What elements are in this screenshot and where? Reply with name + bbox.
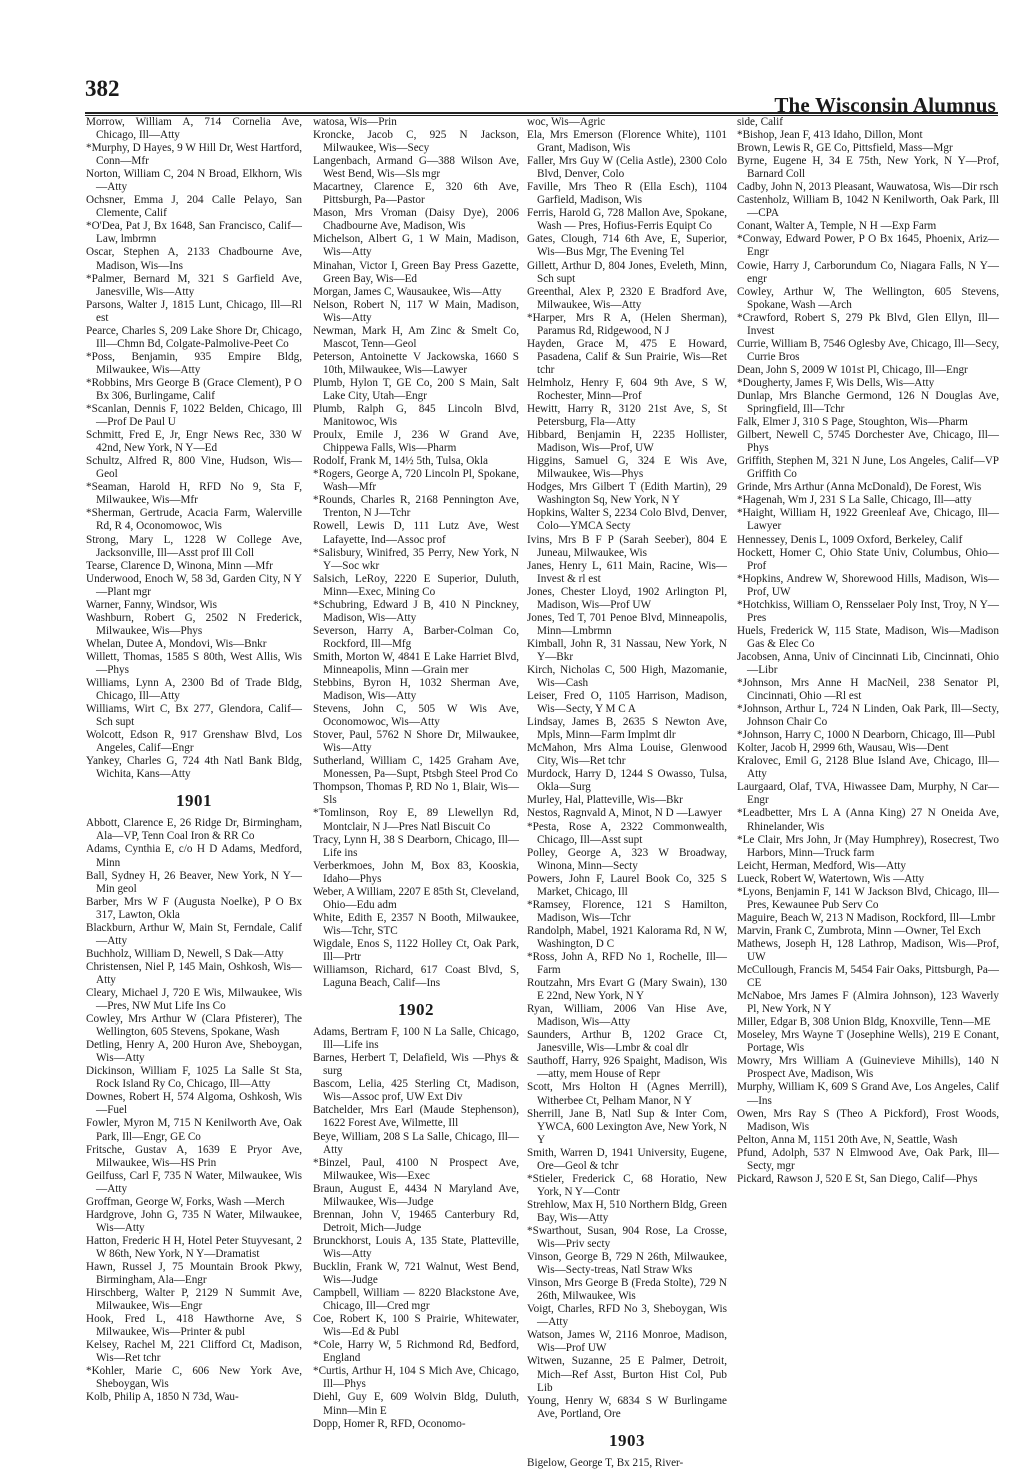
alumni-entry: Kolter, Jacob H, 2999 6th, Wausau, Wis—Dent <box>737 742 949 755</box>
alumni-entry: watosa, Wis—Prin <box>313 116 397 128</box>
alumni-entry: Janes, Henry L, 611 Main, Racine, Wis—Invest & rl est <box>527 559 727 585</box>
alumni-entry: Moseley, Mrs Wayne T (Josephine Wells), 219 E Conant, Portage, Wis <box>737 1029 999 1055</box>
alumni-entry: Maguire, Beach W, 213 N Madison, Rockford, Ill—Lmbr <box>737 911 996 924</box>
alumni-entry: Hatton, Frederic H H, Hotel Peter Stuyvesant, 2 W 86th, New York, N Y—Dramatist <box>86 1234 302 1260</box>
alumni-entry: Lueck, Robert W, Watertown, Wis —Atty <box>737 872 925 885</box>
alumni-entry: Williams, Lynn A, 2300 Bd of Trade Bldg, Chicago, Ill—Atty <box>86 677 302 703</box>
alumni-entry: Campbell, William — 8220 Blackstone Ave, Chicago, Ill—Cred mgr <box>313 1287 519 1313</box>
alumni-entry: Griffith, Stephen M, 321 N June, Los Angeles, Calif—VP Griffith Co <box>737 455 999 481</box>
alumni-entry: *Sherman, Gertrude, Acacia Farm, Walerville Rd, R 4, Oconomowoc, Wis <box>86 507 302 533</box>
alumni-entry: Vinson, George B, 729 N 26th, Milwaukee, Wis—Secty-treas, Natl Straw Wks <box>527 1251 727 1277</box>
alumni-entry: Dopp, Homer R, RFD, Oconomo- <box>313 1417 466 1430</box>
alumni-entry: Beye, William, 208 S La Salle, Chicago, Ill—Atty <box>313 1130 519 1156</box>
alumni-entry: Mathews, Joseph H, 128 Lathrop, Madison, Wis—Prof, UW <box>737 937 999 963</box>
alumni-entry: Warner, Fanny, Windsor, Wis <box>86 598 218 611</box>
alumni-entry: Higgins, Samuel G, 324 E Wis Ave, Milwaukee, Wis—Phys <box>527 455 727 481</box>
alumni-entry: Grinde, Mrs Arthur (Anna McDonald), De Forest, Wis <box>737 481 982 494</box>
alumni-entry: Randolph, Mabel, 1921 Kalorama Rd, N W, Washington, D C <box>527 924 727 950</box>
alumni-entry: *Palmer, Bernard M, 321 S Garfield Ave, Janesville, Wis—Atty <box>86 272 302 298</box>
alumni-entry: *Robbins, Mrs George B (Grace Clement), P O Bx 306, Burlingame, Calif <box>86 376 302 402</box>
alumni-entry: *Tomlinson, Roy E, 89 Llewellyn Rd, Montclair, N J—Pres Natl Biscuit Co <box>313 807 519 833</box>
alumni-entry: Bascom, Lelia, 425 Sterling Ct, Madison, Wis—Assoc prof, UW Ext Div <box>313 1078 519 1104</box>
alumni-entry: Hopkins, Walter S, 2234 Colo Blvd, Denver, Colo—YMCA Secty <box>527 507 727 533</box>
alumni-entry: Blackburn, Arthur W, Main St, Ferndale, Calif—Atty <box>86 921 302 947</box>
alumni-entry: Cowley, Arthur W, The Wellington, 605 Stevens, Spokane, Wash —Arch <box>737 285 999 311</box>
alumni-entry: Sutherland, William C, 1425 Graham Ave, Monessen, Pa—Supt, Ptsbgh Steel Prod Co <box>313 755 519 781</box>
alumni-entry: Kimball, John R, 31 Nassau, New York, N Y—Bkr <box>527 637 727 663</box>
alumni-entry: Mason, Mrs Vroman (Daisy Dye), 2006 Chadbourne Ave, Madison, Wis <box>313 207 519 233</box>
alumni-entry: Mowry, Mrs William A (Guinevieve Mihills), 140 N Prospect Ave, Madison, Wis <box>737 1055 999 1081</box>
alumni-entry: Christensen, Niel P, 145 Main, Oshkosh, Wis—Atty <box>86 960 302 986</box>
alumni-entry: Routzahn, Mrs Evart G (Mary Swain), 130 E 22nd, New York, N Y <box>527 977 727 1003</box>
alumni-entry: Ball, Sydney H, 26 Beaver, New York, N Y—Min geol <box>86 869 302 895</box>
alumni-entry: Weber, A William, 2207 E 85th St, Cleveland, Ohio—Edu adm <box>313 885 519 911</box>
alumni-entry: Ochsner, Emma J, 204 Calle Pelayo, San Clemente, Calif <box>86 194 302 220</box>
alumni-entry: Nestos, Ragnvald A, Minot, N D —Lawyer <box>527 807 722 820</box>
alumni-entry: Leicht, Herman, Medford, Wis—Atty <box>737 859 906 872</box>
alumni-entry: Hawn, Russel J, 75 Mountain Brook Pkwy, Birmingham, Ala—Engr <box>86 1260 302 1287</box>
alumni-entry: Williams, Wirt C, Bx 277, Glendora, Calif—Sch supt <box>86 703 302 729</box>
alumni-entry: Pearce, Charles S, 209 Lake Shore Dr, Chicago, Ill—Chmn Bd, Colgate-Palmolive-Peet Co <box>86 324 302 350</box>
journal-title: The Wisconsin Alumnus <box>774 93 996 117</box>
alumni-entry: Byrne, Eugene H, 34 E 75th, New York, N Y—Prof, Barnard Coll <box>737 155 999 181</box>
alumni-entry: Kelsey, Rachel M, 221 Clifford Ct, Madison, Wis—Ret tchr <box>86 1339 302 1365</box>
alumni-entry: Sauthoff, Harry, 926 Spaight, Madison, Wis—atty, mem House of Repr <box>527 1055 727 1081</box>
alumni-entry: Hockett, Homer C, Ohio State Univ, Columbus, Ohio—Prof <box>737 546 999 572</box>
alumni-entry: *Kohler, Marie C, 606 New York Ave, Sheboygan, Wis <box>86 1365 302 1391</box>
alumni-entry: *Ramsey, Florence, 121 S Hamilton, Madison, Wis—Tchr <box>527 898 727 924</box>
alumni-entry: *O'Dea, Pat J, Bx 1648, San Francisco, Calif—Law, lmbrmn <box>86 220 302 246</box>
alumni-entry: Willett, Thomas, 1585 S 80th, West Allis, Wis—Phys <box>86 650 302 676</box>
alumni-entry: Owen, Mrs Ray S (Theo A Pickford), Frost Woods, Madison, Wis <box>737 1107 999 1133</box>
alumni-entry: Sherrill, Jane B, Natl Sup & Inter Com, YWCA, 600 Lexington Ave, New York, N Y <box>527 1107 727 1146</box>
alumni-entry: *Curtis, Arthur H, 104 S Mich Ave, Chicago, Ill—Phys <box>313 1365 519 1391</box>
alumni-entry: *Leadbetter, Mrs L A (Anna King) 27 N Oneida Ave, Rhinelander, Wis <box>737 807 999 833</box>
alumni-entry: Brennan, John V, 19465 Canterbury Rd, Detroit, Mich—Judge <box>313 1208 519 1234</box>
alumni-entry: Verberkmoes, John M, Box 83, Kooskia, Idaho—Phys <box>313 859 519 885</box>
alumni-entry: Parsons, Walter J, 1815 Lunt, Chicago, Ill—Rl est <box>86 298 302 324</box>
alumni-entry: Murley, Hal, Platteville, Wis—Bkr <box>527 794 683 807</box>
alumni-entry: Kirch, Nicholas C, 500 High, Mazomanie, Wis—Cash <box>527 663 727 690</box>
alumni-entry: Hodges, Mrs Gilbert T (Edith Martin), 29 Washington Sq, New York, N Y <box>527 481 727 507</box>
alumni-entry: Barber, Mrs W F (Augusta Noelke), P O Bx 317, Lawton, Okla <box>86 895 302 921</box>
alumni-entry: *Lyons, Benjamin F, 141 W Jackson Blvd, Chicago, Ill—Pres, Kewaunee Pub Serv Co <box>737 885 999 911</box>
alumni-entry: Stover, Paul, 5762 N Shore Dr, Milwaukee, Wis—Atty <box>313 729 519 755</box>
alumni-entry: Yankey, Charles G, 724 4th Natl Bank Bldg, Wichita, Kans—Atty <box>86 755 302 781</box>
alumni-entry: Stevens, John C, 505 W Wis Ave, Oconomowoc, Wis—Atty <box>313 703 519 729</box>
alumni-entry: *Hotchkiss, William O, Rensselaer Poly Inst, Troy, N Y—Pres <box>737 598 999 624</box>
alumni-entry: Cowley, Mrs Arthur W (Clara Pfisterer), The Wellington, 605 Stevens, Spokane, Wash <box>86 1013 302 1039</box>
alumni-entry: Watson, James W, 2116 Monroe, Madison, Wis—Prof UW <box>527 1329 727 1355</box>
alumni-entry: Groffman, George W, Forks, Wash —Merch <box>86 1195 285 1208</box>
alumni-entry: Norton, William C, 204 N Broad, Elkhorn, Wis—Atty <box>86 168 302 194</box>
alumni-entry: Washburn, Robert G, 2502 N Frederick, Milwaukee, Wis—Phys <box>86 611 302 637</box>
alumni-entry: Greenthal, Alex P, 2320 E Bradford Ave, Milwaukee, Wis—Atty <box>527 285 727 311</box>
class-year-heading: 1902 <box>398 1000 434 1020</box>
alumni-entry: Kroncke, Jacob C, 925 N Jackson, Milwaukee, Wis—Secy <box>313 129 519 155</box>
directory-column-2 <box>313 116 519 1430</box>
alumni-entry: *Harper, Mrs R A, (Helen Sherman), Paramus Rd, Ridgewood, N J <box>527 311 727 337</box>
alumni-entry: Adams, Bertram F, 100 N La Salle, Chicago, Ill—Life ins <box>313 1026 519 1052</box>
alumni-entry: *Dougherty, James F, Wis Dells, Wis—Atty <box>737 376 935 389</box>
alumni-entry: Morgan, James C, Wausaukee, Wis—Atty <box>313 285 502 298</box>
alumni-entry: McMahon, Mrs Alma Louise, Glenwood City, Wis—Ret tchr <box>527 742 727 768</box>
alumni-entry: Dickinson, William F, 1025 La Salle St Sta, Rock Island Ry Co, Chicago, Ill—Atty <box>86 1065 302 1091</box>
alumni-entry: Bigelow, George T, Bx 215, River- <box>527 1456 684 1469</box>
alumni-entry: Salsich, LeRoy, 2220 E Superior, Duluth, Minn—Exec, Mining Co <box>313 572 519 598</box>
alumni-entry: Powers, John F, Laurel Book Co, 325 S Market, Chicago, Ill <box>527 872 727 898</box>
alumni-entry: Pickard, Rawson J, 520 E St, San Diego, Calif—Phys <box>737 1172 978 1185</box>
alumni-entry: Newman, Mark H, Am Zinc & Smelt Co, Mascot, Tenn—Geol <box>313 324 519 350</box>
class-year-heading: 1903 <box>609 1430 645 1450</box>
alumni-entry: Brown, Lewis R, GE Co, Pittsfield, Mass—Mgr <box>737 142 953 155</box>
alumni-entry: Abbott, Clarence E, 26 Ridge Dr, Birmingham, Ala—VP, Tenn Coal Iron & RR Co <box>86 817 302 843</box>
alumni-entry: Brunckhorst, Louis A, 135 State, Platteville, Wis—Atty <box>313 1234 519 1260</box>
alumni-entry: side, Calif <box>737 116 783 128</box>
alumni-entry: Peterson, Antoinette V Jackowska, 1660 S 10th, Milwaukee, Wis—Lawyer <box>313 350 519 376</box>
alumni-entry: Laurgaard, Olaf, TVA, Hiwassee Dam, Murphy, N Car—Engr <box>737 781 999 807</box>
alumni-entry: Faville, Mrs Theo R (Ella Esch), 1104 Garfield, Madison, Wis <box>527 181 727 207</box>
alumni-entry: Braun, August E, 4434 N Maryland Ave, Milwaukee, Wis—Judge <box>313 1182 519 1208</box>
alumni-entry: Murdock, Harry D, 1244 S Owasso, Tulsa, Okla—Surg <box>527 768 727 794</box>
alumni-entry: Fritsche, Gustav A, 1639 E Pryor Ave, Milwaukee, Wis—HS Prin <box>86 1143 302 1169</box>
alumni-entry: Barnes, Herbert T, Delafield, Wis —Phys & surg <box>313 1052 519 1078</box>
alumni-entry: Detling, Henry A, 200 Huron Ave, Sheboygan, Wis—Atty <box>86 1039 302 1065</box>
alumni-entry: Marvin, Frank C, Zumbrota, Minn —Owner, Tel Exch <box>737 924 981 937</box>
alumni-entry: *Salisbury, Winifred, 35 Perry, New York, N Y—Soc wkr <box>313 546 519 572</box>
alumni-entry: *Conway, Edward Power, P O Bx 1645, Phoenix, Ariz—Engr <box>737 233 999 259</box>
alumni-entry: *Murphy, D Hayes, 9 W Hill Dr, West Hartford, Conn—Mfr <box>86 142 302 168</box>
alumni-entry: Smith, Morton W, 4841 E Lake Harriet Blvd, Minneapolis, Minn —Grain mer <box>313 650 519 676</box>
alumni-entry: *Swarthout, Susan, 904 Rose, La Crosse, Wis—Priv secty <box>527 1224 727 1251</box>
alumni-entry: Fowler, Myron M, 715 N Kenilworth Ave, Oak Park, Ill—Engr, GE Co <box>86 1117 302 1143</box>
alumni-entry: Dunlap, Mrs Blanche Germond, 126 N Douglas Ave, Springfield, Ill—Tchr <box>737 389 999 416</box>
class-year-heading: 1901 <box>176 791 212 811</box>
alumni-entry: *Binzel, Paul, 4100 N Prospect Ave, Milwaukee, Wis—Exec <box>313 1156 519 1182</box>
alumni-entry: Severson, Harry A, Barber-Colman Co, Rockford, Ill—Mfg <box>313 624 519 650</box>
alumni-entry: Miller, Edgar B, 308 Union Bldg, Knoxville, Tenn—ME <box>737 1016 991 1029</box>
alumni-entry: Pelton, Anna M, 1151 20th Ave, N, Seattle, Wash <box>737 1133 958 1146</box>
alumni-entry: *Scanlan, Dennis F, 1022 Belden, Chicago, Ill—Prof De Paul U <box>86 403 302 429</box>
header-rule <box>85 112 998 114</box>
alumni-entry: Bucklin, Frank W, 721 Walnut, West Bend, Wis—Judge <box>313 1260 519 1287</box>
alumni-entry: *Johnson, Arthur L, 724 N Linden, Oak Park, Ill—Secty, Johnson Chair Co <box>737 703 999 729</box>
alumni-entry: Ivins, Mrs B F P (Sarah Seeber), 804 E Juneau, Milwaukee, Wis <box>527 533 727 559</box>
alumni-entry: Cowie, Harry J, Carborundum Co, Niagara Falls, N Y—engr <box>737 259 999 285</box>
alumni-entry: Leiser, Fred O, 1105 Harrison, Madison, Wis—Secty, Y M C A <box>527 690 727 716</box>
alumni-entry: Macartney, Clarence E, 320 6th Ave, Pittsburgh, Pa—Pastor <box>313 181 519 207</box>
alumni-entry: *Johnson, Harry C, 1000 N Dearborn, Chicago, Ill—Publ <box>737 729 996 742</box>
alumni-entry: Dean, John S, 2009 W 101st Pl, Chicago, Ill—Engr <box>737 363 968 376</box>
alumni-entry: *Johnson, Mrs Anne H MacNeil, 238 Senator Pl, Cincinnati, Ohio —Rl est <box>737 677 999 703</box>
alumni-entry: *Cole, Harry W, 5 Richmond Rd, Bedford, England <box>313 1339 519 1365</box>
alumni-entry: Currie, William B, 7546 Oglesby Ave, Chicago, Ill—Secy, Currie Bros <box>737 337 999 363</box>
alumni-entry: Jacobsen, Anna, Univ of Cincinnati Lib, Cincinnati, Ohio—Libr <box>737 650 999 676</box>
alumni-entry: Minahan, Victor I, Green Bay Press Gazette, Green Bay, Wis—Ed <box>313 259 519 285</box>
alumni-entry: *Stieler, Frederick C, 68 Horatio, New York, N Y—Contr <box>527 1172 727 1198</box>
alumni-entry: Huels, Frederick W, 115 State, Madison, Wis—Madison Gas & Elec Co <box>737 624 999 650</box>
alumni-entry: Hardgrove, John G, 735 N Water, Milwaukee, Wis—Atty <box>86 1208 302 1234</box>
alumni-entry: Castenholz, William B, 1042 N Kenilworth, Oak Park, Ill—CPA <box>737 194 999 220</box>
alumni-entry: *Poss, Benjamin, 935 Empire Bldg, Milwaukee, Wis—Atty <box>86 350 302 376</box>
alumni-entry: Ferris, Harold G, 728 Mallon Ave, Spokane, Wash — Pres, Hofius-Ferris Equipt Co <box>527 207 727 233</box>
alumni-entry: woc, Wis—Agric <box>527 116 606 128</box>
directory-column-3 <box>527 116 727 1469</box>
alumni-entry: *Pesta, Rose A, 2322 Commonwealth, Chicago, Ill—Asst supt <box>527 820 727 846</box>
alumni-entry: Smith, Warren D, 1941 University, Eugene, Ore—Geol & tchr <box>527 1146 727 1172</box>
alumni-entry: *Crawford, Robert S, 279 Pk Blvd, Glen Ellyn, Ill—Invest <box>737 311 999 337</box>
alumni-entry: *Rogers, George A, 720 Lincoln Pl, Spokane, Wash—Mfr <box>313 468 519 494</box>
alumni-entry: Downes, Robert H, 574 Algoma, Oshkosh, Wis—Fuel <box>86 1091 302 1117</box>
alumni-entry: Hayden, Grace M, 475 E Howard, Pasadena, Calif & Sun Prairie, Wis—Ret tchr <box>527 337 727 376</box>
alumni-entry: *Bishop, Jean F, 413 Idaho, Dillon, Mont <box>737 129 923 142</box>
alumni-entry: Oscar, Stephen A, 2133 Chadbourne Ave, Madison, Wis—Ins <box>86 246 302 272</box>
alumni-entry: Plumb, Hylon T, GE Co, 200 S Main, Salt Lake City, Utah—Engr <box>313 376 519 402</box>
alumni-entry: Lindsay, James B, 2635 S Newton Ave, Mpls, Minn—Farm Implmt dlr <box>527 716 727 742</box>
directory-column-1 <box>86 116 302 1404</box>
alumni-entry: Diehl, Guy E, 609 Wolvin Bldg, Duluth, Minn—Min E <box>313 1391 519 1417</box>
alumni-entry: Vinson, Mrs George B (Freda Stolte), 729 N 26th, Milwaukee, Wis <box>527 1277 727 1303</box>
alumni-entry: *Hopkins, Andrew W, Shorewood Hills, Madison, Wis—Prof, UW <box>737 572 999 598</box>
alumni-entry: *Ross, John A, RFD No 1, Rochelle, Ill—Farm <box>527 951 727 977</box>
alumni-entry: Wigdale, Enos S, 1122 Holley Ct, Oak Park, Ill—Prtr <box>313 937 519 963</box>
alumni-entry: *Rounds, Charles R, 2168 Pennington Ave, Trenton, N J—Tchr <box>313 494 519 520</box>
alumni-entry: White, Edith E, 2357 N Booth, Milwaukee, Wis—Tchr, STC <box>313 911 519 937</box>
alumni-entry: Rowell, Lewis D, 111 Lutz Ave, West Lafayette, Ind—Assoc prof <box>313 520 519 546</box>
alumni-entry: Falk, Elmer J, 310 S Page, Stoughton, Wis—Pharm <box>737 416 968 429</box>
alumni-entry: Batchelder, Mrs Earl (Maude Stephenson), 1622 Forest Ave, Wilmette, Ill <box>313 1104 519 1130</box>
alumni-entry: Strehlow, Max H, 510 Northern Bldg, Green Bay, Wis—Atty <box>527 1198 727 1224</box>
alumni-entry: *Seaman, Harold H, RFD No 9, Sta F, Milwaukee, Wis—Mfr <box>86 481 302 507</box>
alumni-entry: Cadby, John N, 2013 Pleasant, Wauwatosa, Wis—Dir rsch <box>737 181 999 194</box>
alumni-entry: Michelson, Albert G, 1 W Main, Madison, Wis—Atty <box>313 233 519 259</box>
alumni-entry: McCullough, Francis M, 5454 Fair Oaks, Pittsburgh, Pa—CE <box>737 964 999 990</box>
alumni-entry: Stebbins, Byron H, 1032 Sherman Ave, Madison, Wis—Atty <box>313 677 519 703</box>
alumni-entry: Helmholz, Henry F, 604 9th Ave, S W, Rochester, Minn—Prof <box>527 376 727 402</box>
alumni-entry: Faller, Mrs Guy W (Celia Astle), 2300 Colo Blvd, Denver, Colo <box>527 155 727 181</box>
alumni-entry: Geilfuss, Carl F, 735 N Water, Milwaukee, Wis—Atty <box>86 1169 302 1195</box>
alumni-entry: Rodolf, Frank M, 14½ 5th, Tulsa, Okla <box>313 455 488 468</box>
alumni-entry: Langenbach, Armand G—388 Wilson Ave, West Bend, Wis—Sls mgr <box>313 155 519 181</box>
alumni-entry: Conant, Walter A, Temple, N H —Exp Farm <box>737 220 937 233</box>
alumni-entry: Hennessey, Denis L, 1009 Oxford, Berkeley, Calif <box>737 533 963 546</box>
alumni-entry: Saunders, Arthur B, 1202 Grace Ct, Janesville, Wis—Lmbr & coal dlr <box>527 1029 727 1055</box>
alumni-entry: Young, Henry W, 6834 S W Burlingame Ave, Portland, Ore <box>527 1394 727 1420</box>
alumni-entry: Murphy, William K, 609 S Grand Ave, Los Angeles, Calif—Ins <box>737 1081 999 1107</box>
alumni-entry: *Schubring, Edward J B, 410 N Pinckney, Madison, Wis—Atty <box>313 598 519 624</box>
alumni-entry: Strong, Mary L, 1228 W College Ave, Jacksonville, Ill—Asst prof Ill Coll <box>86 533 302 559</box>
alumni-entry: Tracy, Lynn H, 38 S Dearborn, Chicago, Ill—Life ins <box>313 833 519 859</box>
page-number: 382 <box>85 76 120 101</box>
alumni-entry: Adams, Cynthia E, c/o H D Adams, Medford, Minn <box>86 843 302 869</box>
alumni-entry: Buchholz, William D, Newell, S Dak—Atty <box>86 947 284 960</box>
alumni-entry: Hook, Fred L, 418 Hawthorne Ave, S Milwaukee, Wis—Printer & publ <box>86 1313 302 1339</box>
alumni-entry: Ela, Mrs Emerson (Florence White), 1101 Grant, Madison, Wis <box>527 129 727 155</box>
alumni-entry: *Haight, William H, 1922 Greenleaf Ave, Chicago, Ill—Lawyer <box>737 507 999 533</box>
alumni-entry: Wolcott, Edson R, 917 Grenshaw Blvd, Los Angeles, Calif—Engr <box>86 729 302 755</box>
alumni-entry: Gilbert, Newell C, 5745 Dorchester Ave, Chicago, Ill—Phys <box>737 429 999 455</box>
alumni-entry: Kralovec, Emil G, 2128 Blue Island Ave, Chicago, Ill—Atty <box>737 755 999 781</box>
alumni-entry: Thompson, Thomas P, RD No 1, Blair, Wis—Sls <box>313 781 519 807</box>
alumni-entry: Cleary, Michael J, 720 E Wis, Milwaukee, Wis—Pres, NW Mut Life Ins Co <box>86 987 302 1013</box>
alumni-entry: Jones, Ted T, 701 Penoe Blvd, Minneapolis, Minn—Lmbrmn <box>527 611 727 637</box>
alumni-entry: Schmitt, Fred E, Jr, Engr News Rec, 330 W 42nd, New York, N Y—Ed <box>86 429 302 455</box>
alumni-entry: Pfund, Adolph, 537 N Elmwood Ave, Oak Park, Ill—Secty, mgr <box>737 1146 999 1172</box>
alumni-entry: Kolb, Philip A, 1850 N 73d, Wau- <box>86 1391 239 1404</box>
alumni-entry: Williamson, Richard, 617 Coast Blvd, S, Laguna Beach, Calif—Ins <box>313 964 519 990</box>
alumni-entry: *Le Clair, Mrs John, Jr (May Humphrey), Rosecrest, Two Harbors, Minn—Truck farm <box>737 833 999 859</box>
alumni-entry: Nelson, Robert N, 117 W Main, Madison, Wis—Atty <box>313 298 519 324</box>
alumni-entry: *Hagenah, Wm J, 231 S La Salle, Chicago, Ill—atty <box>737 494 972 507</box>
directory-column-4 <box>737 116 999 1378</box>
alumni-entry: Morrow, William A, 714 Cornelia Ave, Chicago, Ill—Atty <box>86 116 302 142</box>
alumni-entry: Plumb, Ralph G, 845 Lincoln Blvd, Manitowoc, Wis <box>313 403 519 429</box>
alumni-entry: Hirschberg, Walter P, 2129 N Summit Ave, Milwaukee, Wis—Engr <box>86 1287 302 1313</box>
alumni-entry: Schultz, Alfred R, 800 Vine, Hudson, Wis—Geol <box>86 455 302 481</box>
alumni-entry: Jones, Chester Lloyd, 1902 Arlington Pl, Madison, Wis—Prof UW <box>527 585 727 611</box>
alumni-entry: McNaboe, Mrs James F (Almira Johnson), 123 Waverly Pl, New York, N Y <box>737 990 999 1016</box>
alumni-entry: Tearse, Clarence D, Winona, Minn —Mfr <box>86 559 273 572</box>
alumni-entry: Proulx, Emile J, 236 W Grand Ave, Chippewa Falls, Wis—Pharm <box>313 429 519 455</box>
alumni-entry: Polley, George A, 323 W Broadway, Winona, Minn—Secty <box>527 846 727 872</box>
alumni-entry: Whelan, Dutee A, Mondovi, Wis—Bnkr <box>86 637 267 650</box>
alumni-entry: Underwood, Enoch W, 58 3d, Garden City, N Y—Plant mgr <box>86 572 302 598</box>
alumni-entry: Hibbard, Benjamin H, 2235 Hollister, Madison, Wis—Prof, UW <box>527 429 727 455</box>
alumni-entry: Voigt, Charles, RFD No 3, Sheboygan, Wis—Atty <box>527 1303 727 1329</box>
alumni-entry: Coe, Robert K, 100 S Prairie, Whitewater, Wis—Ed & Publ <box>313 1313 519 1339</box>
alumni-entry: Gates, Clough, 714 6th Ave, E, Superior, Wis—Bus Mgr, The Evening Tel <box>527 233 727 259</box>
alumni-entry: Ryan, William, 2006 Van Hise Ave, Madison, Wis—Atty <box>527 1003 727 1029</box>
alumni-entry: Gillett, Arthur D, 804 Jones, Eveleth, Minn, Sch supt <box>527 259 727 285</box>
alumni-entry: Hewitt, Harry R, 3120 21st Ave, S, St Petersburg, Fla—Atty <box>527 403 727 429</box>
alumni-entry: Scott, Mrs Holton H (Agnes Merrill), Witherbee Ct, Pelham Manor, N Y <box>527 1081 727 1107</box>
alumni-entry: Witwen, Suzanne, 25 E Palmer, Detroit, Mich—Ref Asst, Burton Hist Col, Pub Lib <box>527 1355 727 1394</box>
